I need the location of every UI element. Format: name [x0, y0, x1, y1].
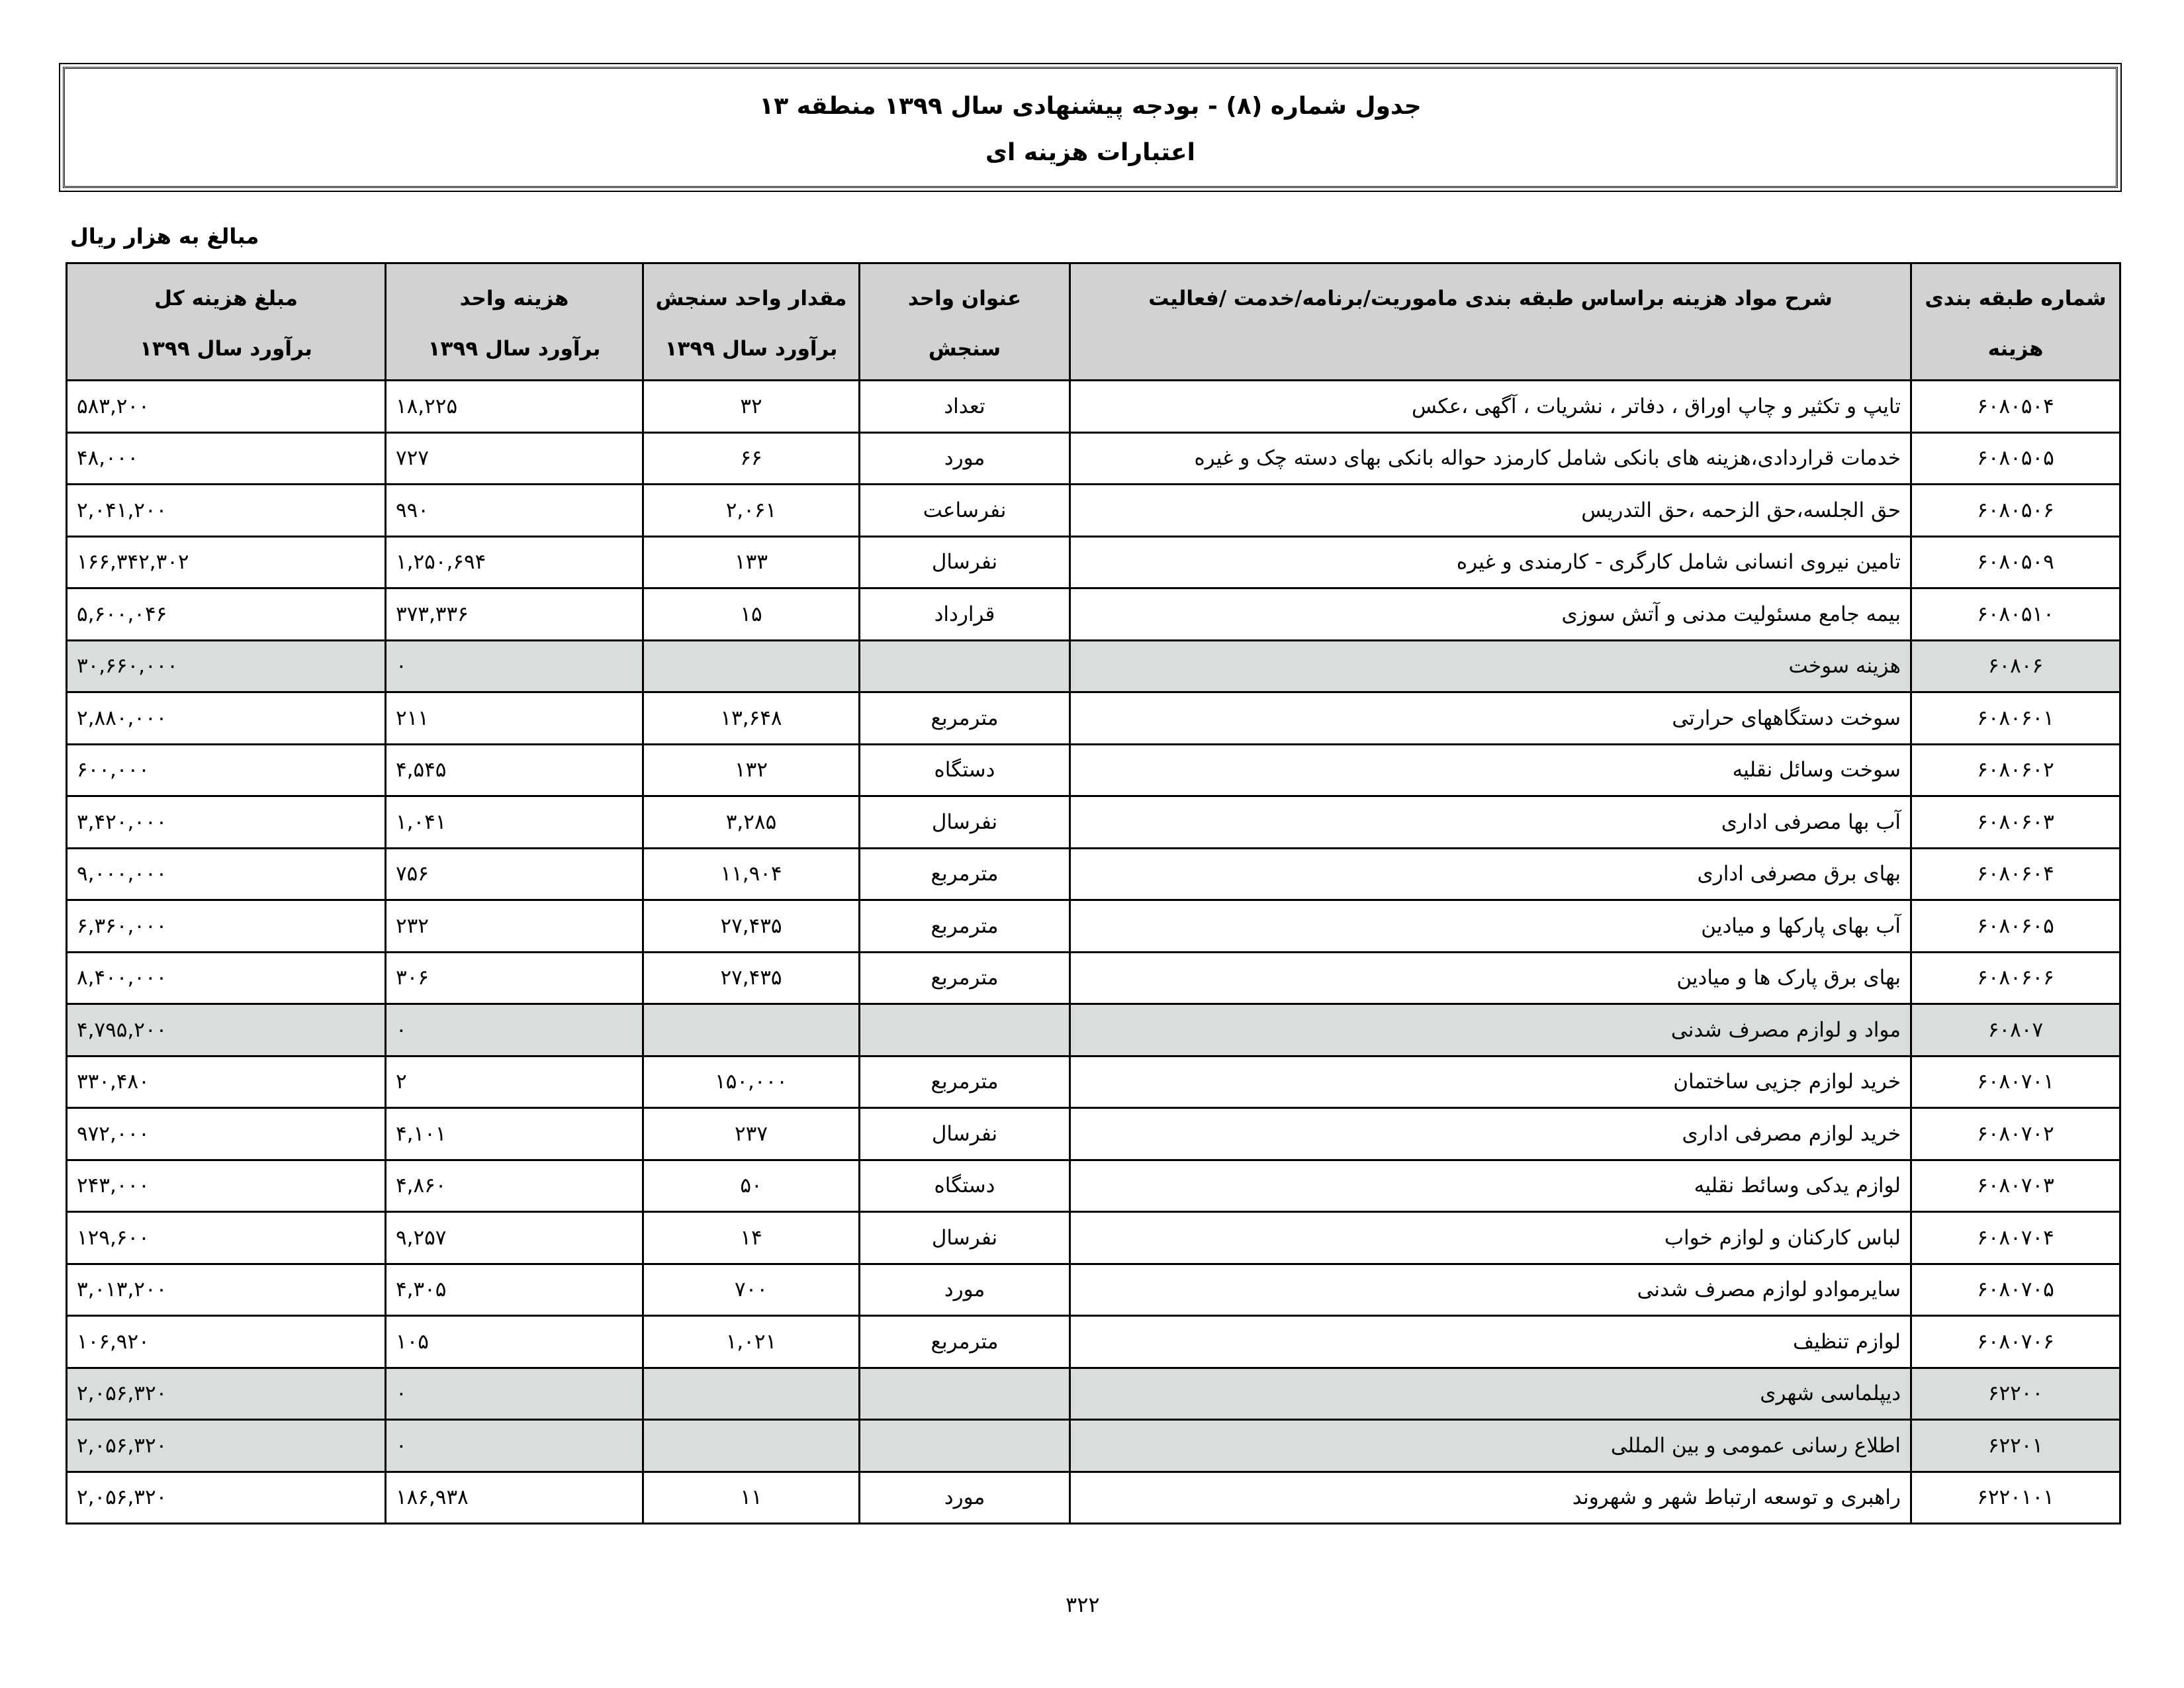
cell-code: ۶۰۸۰۷۰۴ [1911, 1212, 2120, 1264]
cell-code: ۶۰۸۰۶۰۶ [1911, 952, 2120, 1004]
cell-unit: نفرسال [860, 1212, 1070, 1264]
cell-quantity: ۱۳,۶۴۸ [643, 692, 860, 745]
cell-description: آب بها مصرفی اداری [1070, 796, 1911, 849]
cell-unit-cost: ۲ [386, 1056, 643, 1108]
subtotal-row [67, 1004, 2120, 1056]
cell-code: ۶۰۸۰۷۰۱ [1911, 1056, 2120, 1108]
header-quantity-line2: برآورد سال ۱۳۹۹ [664, 337, 838, 361]
cell-quantity: ۷۰۰ [643, 1264, 860, 1316]
cell-code: ۶۰۸۰۶۰۳ [1911, 796, 2120, 849]
cell-description: خرید لوازم جزیی ساختمان [1070, 1056, 1911, 1108]
cell-code: ۶۲۲۰۰ [1911, 1368, 2120, 1420]
cell-quantity [643, 1420, 860, 1472]
header-total [67, 263, 386, 381]
table-body [67, 381, 2120, 1524]
table-row [67, 1264, 2120, 1316]
cell-description: بهای برق مصرفی اداری [1070, 848, 1911, 900]
budget-table [66, 262, 2121, 1524]
subtotal-row [67, 1420, 2120, 1472]
cell-unit: مترمربع [860, 848, 1070, 900]
subtotal-row [67, 640, 2120, 692]
cell-total: ۲,۰۵۶,۳۲۰ [67, 1420, 386, 1472]
cell-code: ۶۲۲۰۱ [1911, 1420, 2120, 1472]
cell-quantity: ۲۳۷ [643, 1108, 860, 1160]
cell-quantity [643, 640, 860, 692]
cell-unit: مترمربع [860, 692, 1070, 745]
cell-unit: مورد [860, 432, 1070, 485]
cell-code: ۶۰۸۰۷۰۵ [1911, 1264, 2120, 1316]
cell-description: خرید لوازم مصرفی اداری [1070, 1108, 1911, 1160]
cell-description: هزینه سوخت [1070, 640, 1911, 692]
cell-code: ۶۰۸۰۵۰۹ [1911, 536, 2120, 588]
cell-total: ۲۴۳,۰۰۰ [67, 1160, 386, 1212]
cell-total: ۶۰۰,۰۰۰ [67, 744, 386, 796]
cell-unit: نفرساعت [860, 485, 1070, 537]
cell-total: ۸,۴۰۰,۰۰۰ [67, 952, 386, 1004]
table-row [67, 1160, 2120, 1212]
table-row [67, 900, 2120, 953]
table-row [67, 1212, 2120, 1264]
cell-total: ۱۶۶,۳۴۲,۳۰۲ [67, 536, 386, 588]
cell-unit-cost: ۱۸,۲۲۵ [386, 381, 643, 433]
cell-unit: نفرسال [860, 536, 1070, 588]
cell-unit-cost: ۰ [386, 640, 643, 692]
cell-quantity: ۱۱ [643, 1472, 860, 1524]
cell-unit-cost: ۲۱۱ [386, 692, 643, 745]
table-row [67, 485, 2120, 537]
cell-unit-cost: ۹۹۰ [386, 485, 643, 537]
header-total-line1: مبلغ هزینه کل [154, 287, 298, 310]
cell-code: ۶۰۸۰۶۰۲ [1911, 744, 2120, 796]
cell-unit: مترمربع [860, 952, 1070, 1004]
cell-total: ۱۲۹,۶۰۰ [67, 1212, 386, 1264]
cell-description: راهبری و توسعه ارتباط شهر و شهروند [1070, 1472, 1911, 1524]
cell-quantity: ۲۷,۴۳۵ [643, 952, 860, 1004]
cell-unit-cost: ۴,۸۶۰ [386, 1160, 643, 1212]
header-description [1070, 263, 1911, 381]
cell-description: سایرموادو لوازم مصرف شدنی [1070, 1264, 1911, 1316]
cell-unit-cost: ۰ [386, 1368, 643, 1420]
cell-description: سوخت وسائل نقلیه [1070, 744, 1911, 796]
header-quantity [643, 263, 860, 381]
title-box [63, 67, 2118, 188]
cell-unit-cost: ۹,۲۵۷ [386, 1212, 643, 1264]
cell-total: ۳,۴۲۰,۰۰۰ [67, 796, 386, 849]
cell-quantity: ۱,۰۲۱ [643, 1316, 860, 1368]
cell-total: ۶,۳۶۰,۰۰۰ [67, 900, 386, 953]
table-row [67, 381, 2120, 433]
cell-quantity: ۲۷,۴۳۵ [643, 900, 860, 953]
cell-unit-cost: ۱,۲۵۰,۶۹۴ [386, 536, 643, 588]
cell-quantity: ۱۳۳ [643, 536, 860, 588]
cell-total: ۴,۷۹۵,۲۰۰ [67, 1004, 386, 1056]
cell-unit-cost: ۱,۰۴۱ [386, 796, 643, 849]
cell-quantity: ۳,۲۸۵ [643, 796, 860, 849]
table-row [67, 536, 2120, 588]
cell-code: ۶۰۸۰۶۰۵ [1911, 900, 2120, 953]
cell-description: سوخت دستگاههای حرارتی [1070, 692, 1911, 745]
table-header-row [67, 263, 2120, 381]
cell-unit-cost: ۱۰۵ [386, 1316, 643, 1368]
cell-description: لوازم یدکی وسائط نقلیه [1070, 1160, 1911, 1212]
cell-unit-cost: ۲۳۲ [386, 900, 643, 953]
cell-quantity: ۱۴ [643, 1212, 860, 1264]
cell-unit-cost: ۴,۳۰۵ [386, 1264, 643, 1316]
header-unit-cost [386, 263, 643, 381]
cell-quantity: ۳۲ [643, 381, 860, 433]
cell-total: ۹۷۲,۰۰۰ [67, 1108, 386, 1160]
cell-code: ۶۰۸۰۵۰۴ [1911, 381, 2120, 433]
cell-total: ۲,۸۸۰,۰۰۰ [67, 692, 386, 745]
cell-total: ۲,۰۵۶,۳۲۰ [67, 1368, 386, 1420]
cell-quantity: ۱۱,۹۰۴ [643, 848, 860, 900]
header-unit-cost-line2: برآورد سال ۱۳۹۹ [428, 337, 601, 361]
cell-description: لباس کارکنان و لوازم خواب [1070, 1212, 1911, 1264]
header-code-line2: هزینه [1987, 337, 2044, 361]
cell-description: تامین نیروی انسانی شامل کارگری - کارمندی و غیره [1070, 536, 1911, 588]
cell-total: ۳۰,۶۶۰,۰۰۰ [67, 640, 386, 692]
header-code [1911, 263, 2120, 381]
cell-unit: تعداد [860, 381, 1070, 433]
cell-unit-cost: ۴,۵۴۵ [386, 744, 643, 796]
cell-unit: قرارداد [860, 588, 1070, 641]
cell-unit-cost: ۰ [386, 1004, 643, 1056]
table-row [67, 1056, 2120, 1108]
table-row [67, 744, 2120, 796]
header-code-line1: شماره طبقه بندی [1925, 287, 2107, 310]
cell-description: اطلاع رسانی عمومی و بین المللی [1070, 1420, 1911, 1472]
cell-unit: نفرسال [860, 1108, 1070, 1160]
cell-code: ۶۰۸۰۷۰۶ [1911, 1316, 2120, 1368]
cell-unit-cost: ۳۰۶ [386, 952, 643, 1004]
cell-total: ۲,۰۵۶,۳۲۰ [67, 1472, 386, 1524]
cell-code: ۶۰۸۰۶۰۱ [1911, 692, 2120, 745]
cell-unit: مترمربع [860, 1056, 1070, 1108]
cell-quantity: ۱۳۲ [643, 744, 860, 796]
currency-unit-note: مبالغ به هزار ریال [70, 224, 259, 249]
cell-unit: نفرسال [860, 796, 1070, 849]
table-row [67, 952, 2120, 1004]
cell-unit: مترمربع [860, 1316, 1070, 1368]
cell-quantity: ۵۰ [643, 1160, 860, 1212]
cell-code: ۶۰۸۰۶ [1911, 640, 2120, 692]
cell-unit [860, 1004, 1070, 1056]
page-number: ۳۲۲ [1066, 1592, 1100, 1617]
cell-total: ۵۸۳,۲۰۰ [67, 381, 386, 433]
cell-quantity: ۶۶ [643, 432, 860, 485]
page-subtitle: اعتبارات هزینه ای [985, 139, 1195, 166]
page-title: جدول شماره (۸) - بودجه پیشنهادی سال ۱۳۹۹ منطقه ۱۳ [759, 93, 1422, 120]
cell-unit: مورد [860, 1472, 1070, 1524]
cell-unit: دستگاه [860, 744, 1070, 796]
cell-description: بهای برق پارک ها و میادین [1070, 952, 1911, 1004]
cell-code: ۶۰۸۰۷ [1911, 1004, 2120, 1056]
cell-code: ۶۰۸۰۵۰۶ [1911, 485, 2120, 537]
cell-unit: مترمربع [860, 900, 1070, 953]
cell-unit-cost: ۱۸۶,۹۳۸ [386, 1472, 643, 1524]
cell-code: ۶۲۲۰۱۰۱ [1911, 1472, 2120, 1524]
cell-code: ۶۰۸۰۵۰۵ [1911, 432, 2120, 485]
cell-description: خدمات قراردادی،هزینه های بانکی شامل کارمزد حواله بانکی بهای دسته چک و غیره [1070, 432, 1911, 485]
cell-description: دیپلماسی شهری [1070, 1368, 1911, 1420]
cell-code: ۶۰۸۰۷۰۳ [1911, 1160, 2120, 1212]
cell-description: بیمه جامع مسئولیت مدنی و آتش سوزی [1070, 588, 1911, 641]
header-description-line1: شرح مواد هزینه براساس طبقه بندی ماموریت/برنامه/خدمت /فعالیت [1148, 287, 1833, 310]
cell-quantity: ۱۵۰,۰۰۰ [643, 1056, 860, 1108]
cell-quantity [643, 1368, 860, 1420]
table-row [67, 1472, 2120, 1524]
cell-code: ۶۰۸۰۵۱۰ [1911, 588, 2120, 641]
cell-total: ۵,۶۰۰,۰۴۶ [67, 588, 386, 641]
cell-code: ۶۰۸۰۷۰۲ [1911, 1108, 2120, 1160]
table-row [67, 1316, 2120, 1368]
cell-quantity [643, 1004, 860, 1056]
cell-code: ۶۰۸۰۶۰۴ [1911, 848, 2120, 900]
header-unit [860, 263, 1070, 381]
table-row [67, 796, 2120, 849]
cell-unit-cost: ۰ [386, 1420, 643, 1472]
table-row [67, 848, 2120, 900]
cell-total: ۳,۰۱۳,۲۰۰ [67, 1264, 386, 1316]
table-row [67, 1108, 2120, 1160]
table-row [67, 692, 2120, 745]
cell-unit-cost: ۴,۱۰۱ [386, 1108, 643, 1160]
cell-total: ۴۸,۰۰۰ [67, 432, 386, 485]
cell-unit-cost: ۷۵۶ [386, 848, 643, 900]
subtotal-row [67, 1368, 2120, 1420]
cell-description: آب بهای پارکها و میادین [1070, 900, 1911, 953]
cell-total: ۳۳۰,۴۸۰ [67, 1056, 386, 1108]
table-row [67, 432, 2120, 485]
cell-quantity: ۲,۰۶۱ [643, 485, 860, 537]
header-unit-cost-line1: هزینه واحد [459, 287, 569, 310]
cell-unit: دستگاه [860, 1160, 1070, 1212]
cell-quantity: ۱۵ [643, 588, 860, 641]
cell-description: حق الجلسه،حق الزحمه ،حق التدریس [1070, 485, 1911, 537]
cell-unit [860, 640, 1070, 692]
header-unit-line1: عنوان واحد سنجش [907, 287, 1022, 361]
cell-unit-cost: ۷۲۷ [386, 432, 643, 485]
cell-unit-cost: ۳۷۳,۳۳۶ [386, 588, 643, 641]
cell-total: ۲,۰۴۱,۲۰۰ [67, 485, 386, 537]
cell-unit [860, 1368, 1070, 1420]
cell-total: ۱۰۶,۹۲۰ [67, 1316, 386, 1368]
cell-description: لوازم تنظیف [1070, 1316, 1911, 1368]
cell-description: مواد و لوازم مصرف شدنی [1070, 1004, 1911, 1056]
cell-unit [860, 1420, 1070, 1472]
cell-unit: مورد [860, 1264, 1070, 1316]
cell-total: ۹,۰۰۰,۰۰۰ [67, 848, 386, 900]
header-total-line2: برآورد سال ۱۳۹۹ [140, 337, 312, 361]
table-row [67, 588, 2120, 641]
cell-description: تایپ و تکثیر و چاپ اوراق ، دفاتر ، نشریات ، آگهی ،عکس [1070, 381, 1911, 433]
header-quantity-line1: مقدار واحد سنجش [655, 287, 847, 310]
